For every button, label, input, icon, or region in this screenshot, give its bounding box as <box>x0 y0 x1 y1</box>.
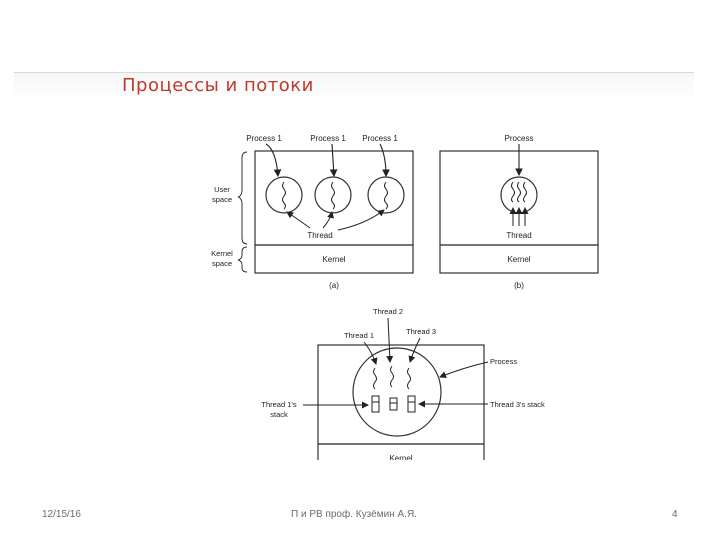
thread-1-stack-label-2: stack <box>270 410 288 419</box>
thread-squiggle-b1 <box>512 182 515 202</box>
thread-2-label: Thread 2 <box>372 307 404 316</box>
kernel-label-a: Kernel <box>322 255 346 264</box>
thread-2-arrow <box>388 318 390 362</box>
process-arrow-1 <box>266 144 278 176</box>
thread-squiggle-b3 <box>524 182 527 202</box>
thread-2-stack <box>390 398 397 410</box>
thread-3-stack-label: Thread 3's stack <box>490 400 545 409</box>
thread-arrow-2 <box>323 212 332 228</box>
slide-content <box>14 72 694 460</box>
figure-a-caption: (a) <box>329 281 339 290</box>
thread-label-a: Thread <box>307 231 333 240</box>
process-label-3: Process 1 <box>362 134 398 143</box>
figure-c-user-box <box>318 345 484 444</box>
thread-squiggle-c3 <box>408 368 411 389</box>
slide-title: Процессы и потоки <box>122 75 314 96</box>
process-label-1: Process 1 <box>246 134 282 143</box>
process-arrow-2 <box>332 144 334 176</box>
user-space-label-2: space <box>211 195 233 204</box>
kernel-space-label-2: space <box>211 259 233 268</box>
threads-diagram <box>14 72 694 460</box>
thread-3-stack <box>408 396 415 412</box>
thread-squiggle-3 <box>385 182 388 209</box>
thread-1-stack-label-1: Thread 1's <box>261 400 297 409</box>
figure-a <box>211 134 413 290</box>
user-space-label-1: User <box>214 185 230 194</box>
footer-page-number: 4 <box>672 509 678 520</box>
figure-b-caption: (b) <box>514 281 524 290</box>
process-label-c: Process <box>490 357 518 366</box>
thread-1-stack <box>372 396 379 412</box>
figure-a-user-box <box>255 151 413 245</box>
thread-squiggle-2 <box>332 182 335 209</box>
process-arrow-c <box>440 362 488 377</box>
thread-label-b: Thread <box>506 231 532 240</box>
process-label-2: Process 1 <box>310 134 346 143</box>
user-space-brace <box>238 152 247 244</box>
kernel-label-c: Kernel <box>389 454 413 460</box>
thread-3-label: Thread 3 <box>405 327 437 336</box>
process-label-b: Process <box>504 134 534 143</box>
thread-1-label: Thread 1 <box>343 331 375 340</box>
thread-squiggle-1 <box>283 182 286 209</box>
kernel-space-brace <box>238 247 247 272</box>
kernel-label-b: Kernel <box>507 255 531 264</box>
figure-b <box>440 134 598 290</box>
thread-arrow-3 <box>338 210 384 230</box>
process-arrow-3 <box>380 144 386 176</box>
footer-date: 12/15/16 <box>42 509 81 520</box>
figure-c <box>261 307 545 460</box>
thread-squiggle-b2 <box>518 182 521 202</box>
thread-squiggle-c1 <box>374 368 377 389</box>
thread-squiggle-c2 <box>391 366 394 387</box>
footer-author: П и РВ проф. Кузёмин А.Я. <box>291 509 417 520</box>
process-circle-c <box>353 348 441 436</box>
thread-arrow-1 <box>287 212 310 228</box>
kernel-space-label-1: Kernel <box>211 249 233 258</box>
